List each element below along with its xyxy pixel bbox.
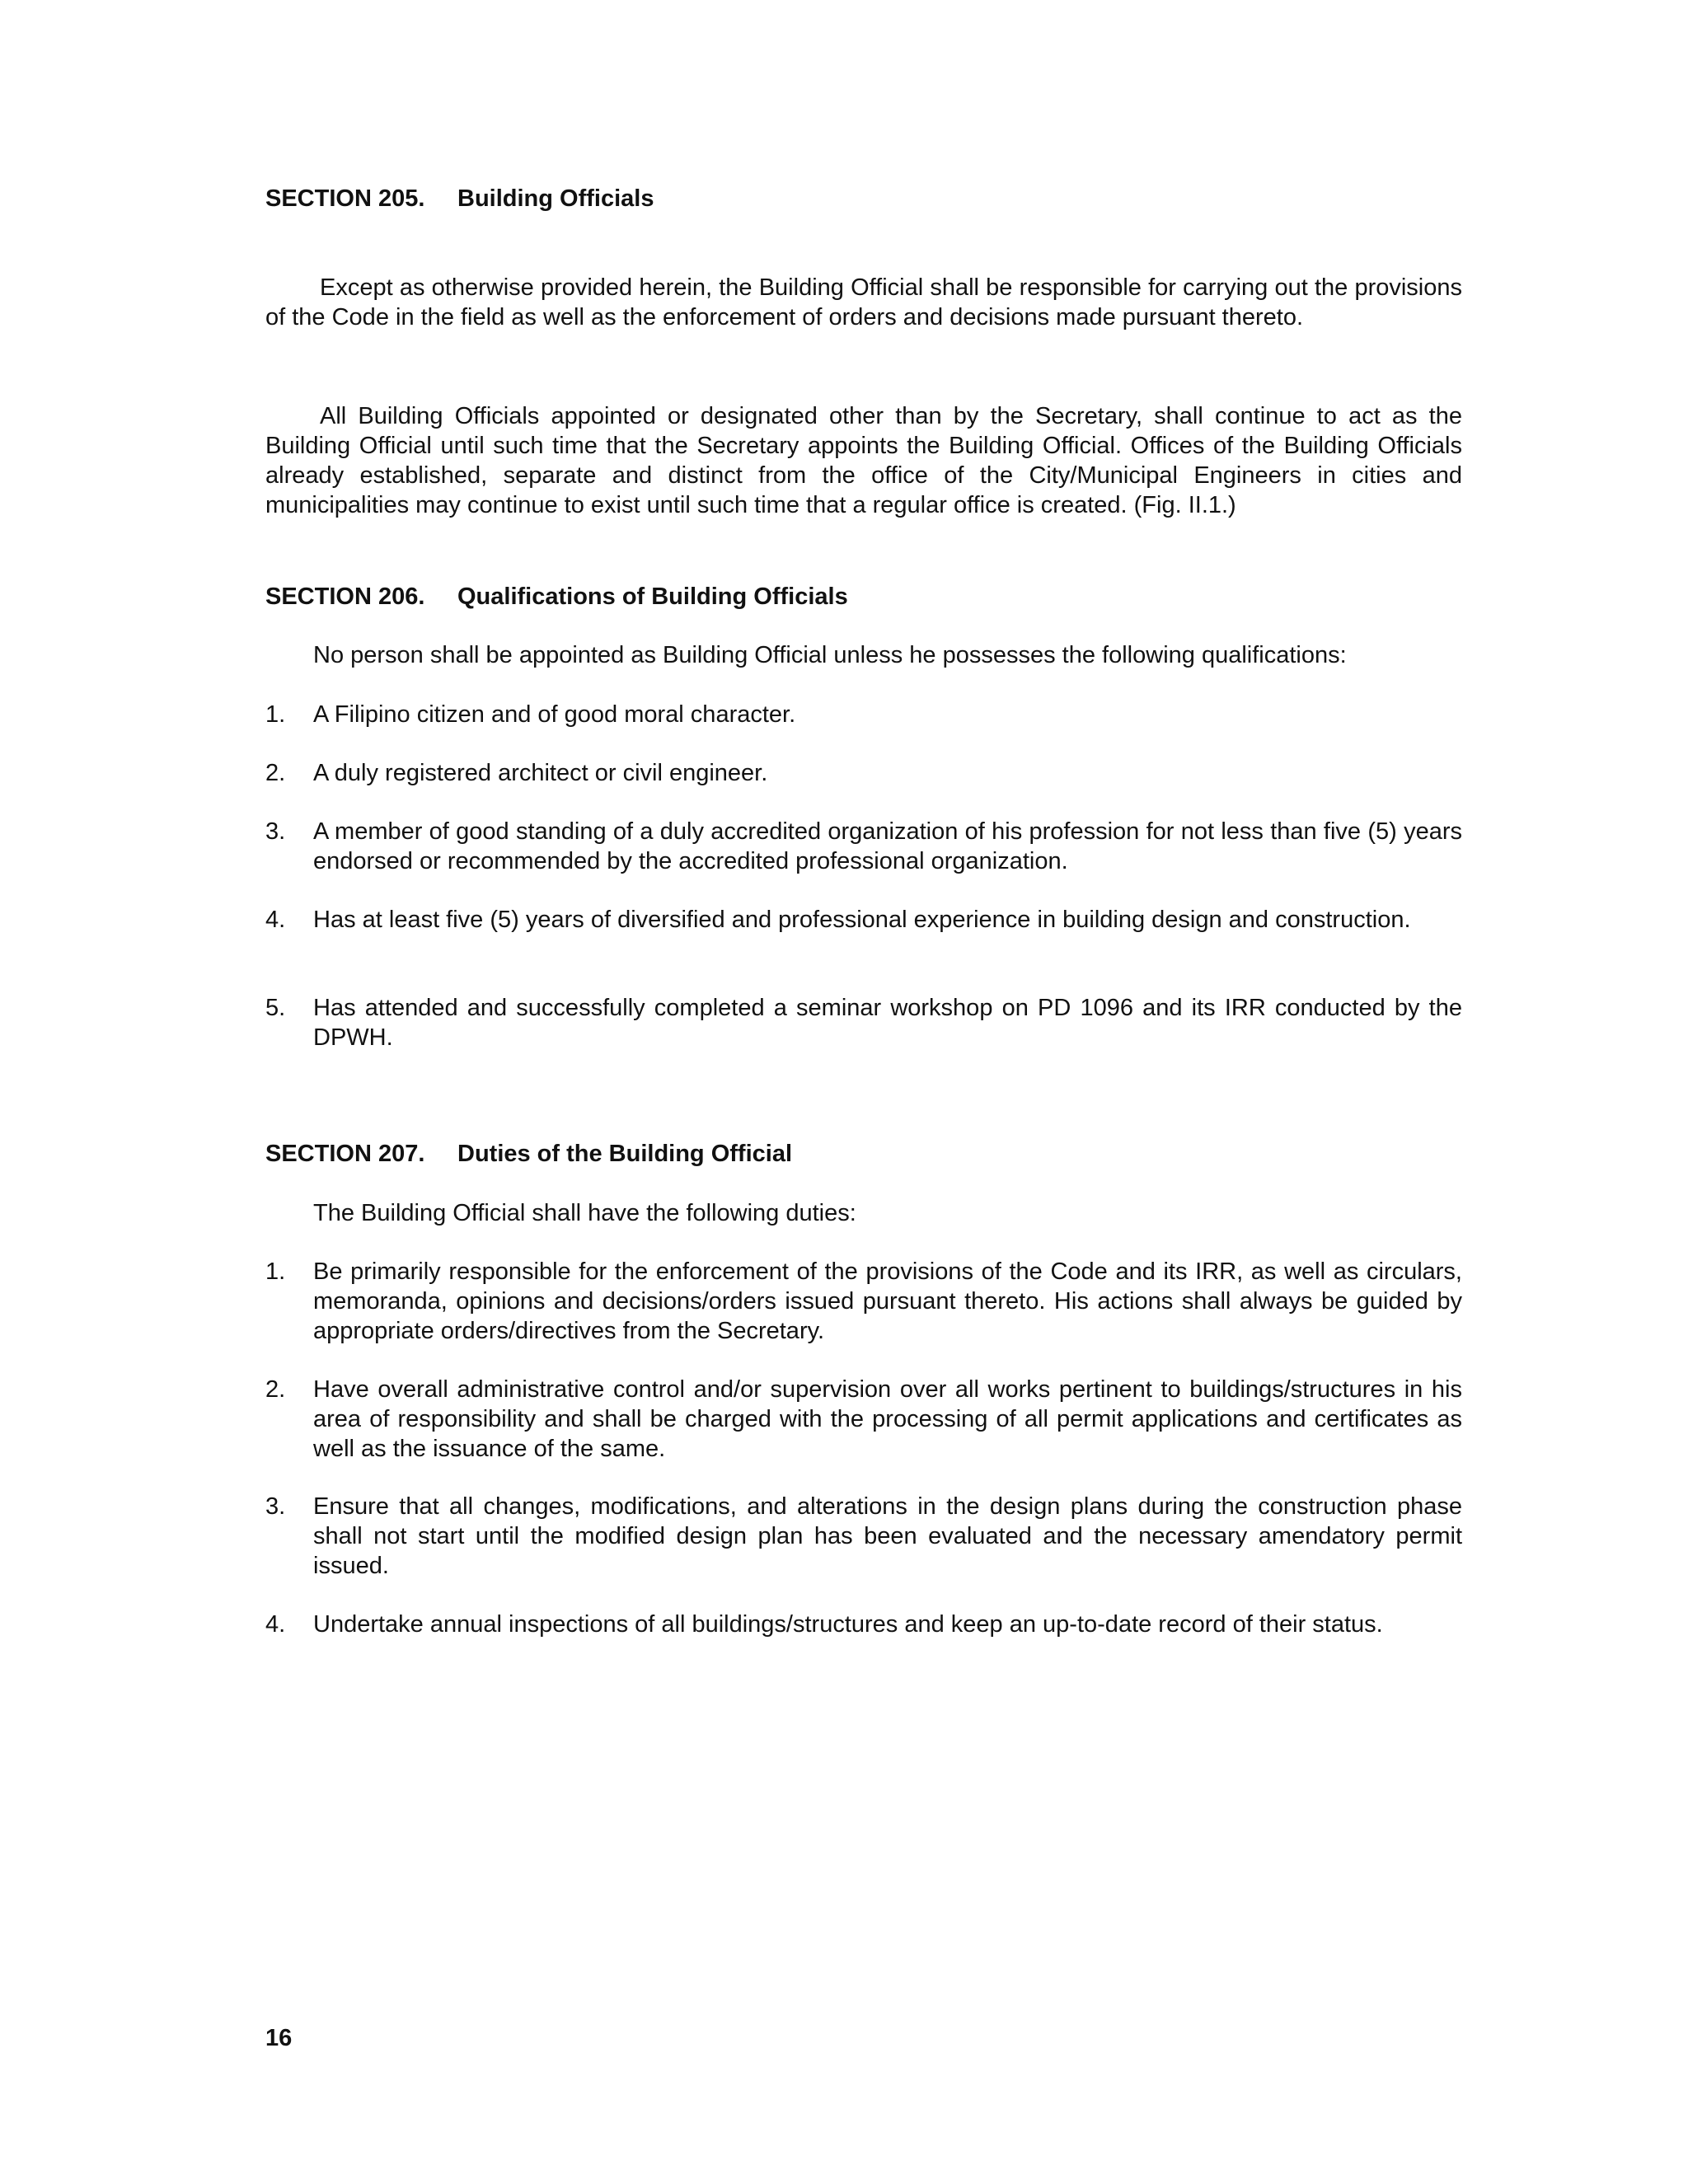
section-number: SECTION 206. [265, 583, 425, 610]
list-item-text: Ensure that all changes, modifications, and alterations in the design plans during the construction phase shall not start until the modified design plan has been evaluated and the necessary amendatory permit issued. [313, 1493, 1462, 1579]
list-item-text: A duly registered architect or civil engineer. [313, 760, 768, 786]
list-item-text: Has at least five (5) years of diversified and professional experience in building design and construction. [313, 907, 1411, 933]
list-item-text: Undertake annual inspections of all buildings/structures and keep an up-to-date record of their status. [313, 1611, 1383, 1638]
list-item-text: A member of good standing of a duly accredited organization of his profession for not less than five (5) years endorsed or recommended by the accredited professional organization. [313, 818, 1462, 874]
page-number: 16 [265, 2025, 293, 2051]
list-item [265, 905, 1462, 935]
paragraph: All Building Officials appointed or designated other than by the Secretary, shall continue to act as the Building Official until such time that the Secretary appoints the Building Official. Offices of the Building Officials already established, separate and distinct from the office of the City/Municipal Engineers in cities and municipalities may continue to exist until such time that a regular office is created. (Fig. II.1.) [265, 403, 1462, 518]
list-item-text: Have overall administrative control and/or supervision over all works pertinent to buildings/structures in his area of responsibility and shall be charged with the processing of all permit applications and certificates as well as the issuance of the same. [313, 1376, 1462, 1462]
section-title: Building Officials [457, 185, 654, 212]
list-marker: 1. [265, 1258, 286, 1285]
list-item [265, 993, 1462, 1052]
list-marker: 3. [265, 818, 286, 845]
list-item [265, 758, 1462, 788]
list-marker: 2. [265, 760, 286, 786]
list-item [265, 700, 1462, 729]
document-page [265, 0, 1462, 2184]
list-marker: 4. [265, 1611, 286, 1638]
list-marker: 5. [265, 995, 286, 1021]
list-marker: 3. [265, 1493, 286, 1520]
section-intro: No person shall be appointed as Building Official unless he possesses the following qualifications: [313, 642, 1347, 668]
section-207-heading [265, 1139, 792, 1169]
list-item [265, 1492, 1462, 1581]
list-marker: 2. [265, 1376, 286, 1403]
section-206-heading [265, 582, 848, 612]
list-item [265, 1257, 1462, 1346]
list-marker: 1. [265, 701, 286, 728]
paragraph: Except as otherwise provided herein, the Building Official shall be responsible for carrying out the provisions of the Code in the field as well as the enforcement of orders and decisions made pursuant thereto. [265, 274, 1462, 330]
list-item [265, 1375, 1462, 1464]
section-205-heading [265, 184, 654, 213]
section-title: Qualifications of Building Officials [457, 583, 848, 610]
list-item-text: Be primarily responsible for the enforcement of the provisions of the Code and its IRR, as well as circulars, memoranda, opinions and decisions/orders issued pursuant thereto. His actions shall always be guided by appropriate orders/directives from the Secretary. [313, 1258, 1462, 1344]
section-intro: The Building Official shall have the following duties: [313, 1200, 856, 1226]
list-item-text: A Filipino citizen and of good moral character. [313, 701, 796, 728]
list-item [265, 817, 1462, 876]
list-item-text: Has attended and successfully completed a seminar workshop on PD 1096 and its IRR conducted by the DPWH. [313, 995, 1462, 1051]
section-title: Duties of the Building Official [457, 1141, 792, 1167]
list-item [265, 1610, 1462, 1639]
list-marker: 4. [265, 907, 286, 933]
section-number: SECTION 205. [265, 185, 425, 212]
section-number: SECTION 207. [265, 1141, 425, 1167]
